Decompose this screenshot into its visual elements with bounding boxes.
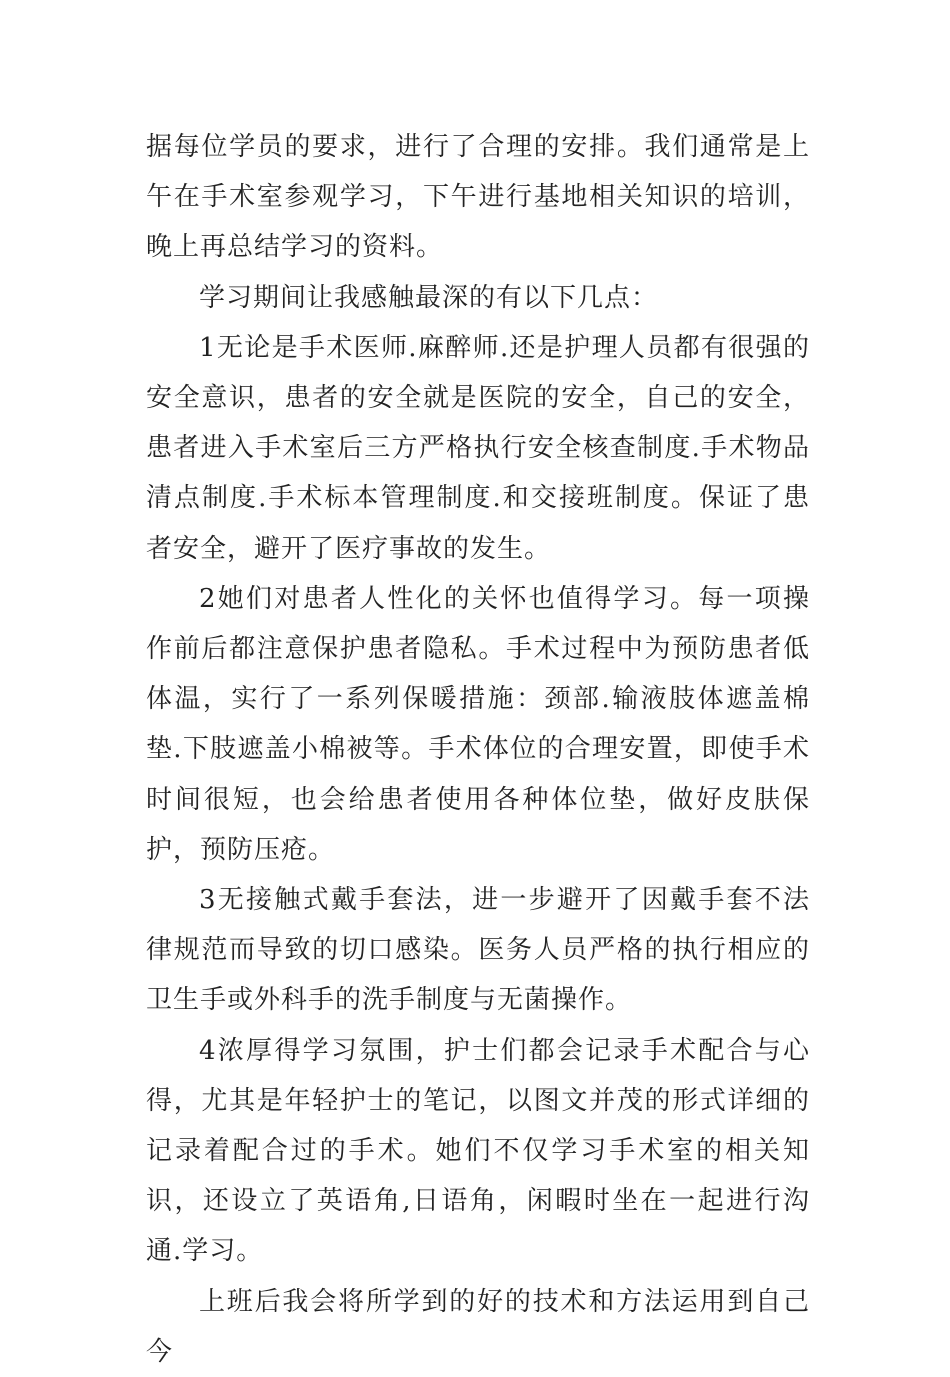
paragraph-7: 上班后我会将所学到的好的技术和方法运用到自己今 — [146, 1286, 810, 1367]
paragraph-5: 3无接触式戴手套法，进一步避开了因戴手套不法律规范而导致的切口感染。医务人员严格的执行相应的卫生手或外科手的洗手制度与无菌操作。 — [146, 885, 810, 1016]
paragraph-6: 4浓厚得学习氛围，护士们都会记录手术配合与心得，尤其是年轻护士的笔记，以图文并茂的形式详细的记录着配合过的手术。她们不仅学习手术室的相关知识，还设立了英语角,日语角，闲暇时坐在一起进行沟通.学习。 — [146, 1035, 810, 1267]
paragraph-3: 1无论是手术医师.麻醉师.还是护理人员都有很强的安全意识，患者的安全就是医院的安全，自己的安全，患者进入手术室后三方严格执行安全核查制度.手术物品清点制度.手术标本管理制度.和交接班制度。保证了患者安全，避开了医疗事故的发生。 — [146, 332, 810, 564]
paragraph-4: 2她们对患者人性化的关怀也值得学习。每一项操作前后都注意保护患者隐私。手术过程中为预防患者低体温，实行了一系列保暖措施：颈部.输液肢体遮盖棉垫.下肢遮盖小棉被等。手术体位的合理安置，即使手术时间很短，也会给患者使用各种体位垫，做好皮肤保护，预防压疮。 — [146, 583, 810, 865]
paragraph-2: 学习期间让我感触最深的有以下几点： — [199, 282, 659, 313]
body-text — [146, 122, 810, 1377]
paragraph-1: 据每位学员的要求，进行了合理的安排。我们通常是上午在手术室参观学习，下午进行基地相关知识的培训，晚上再总结学习的资料。 — [146, 132, 810, 263]
